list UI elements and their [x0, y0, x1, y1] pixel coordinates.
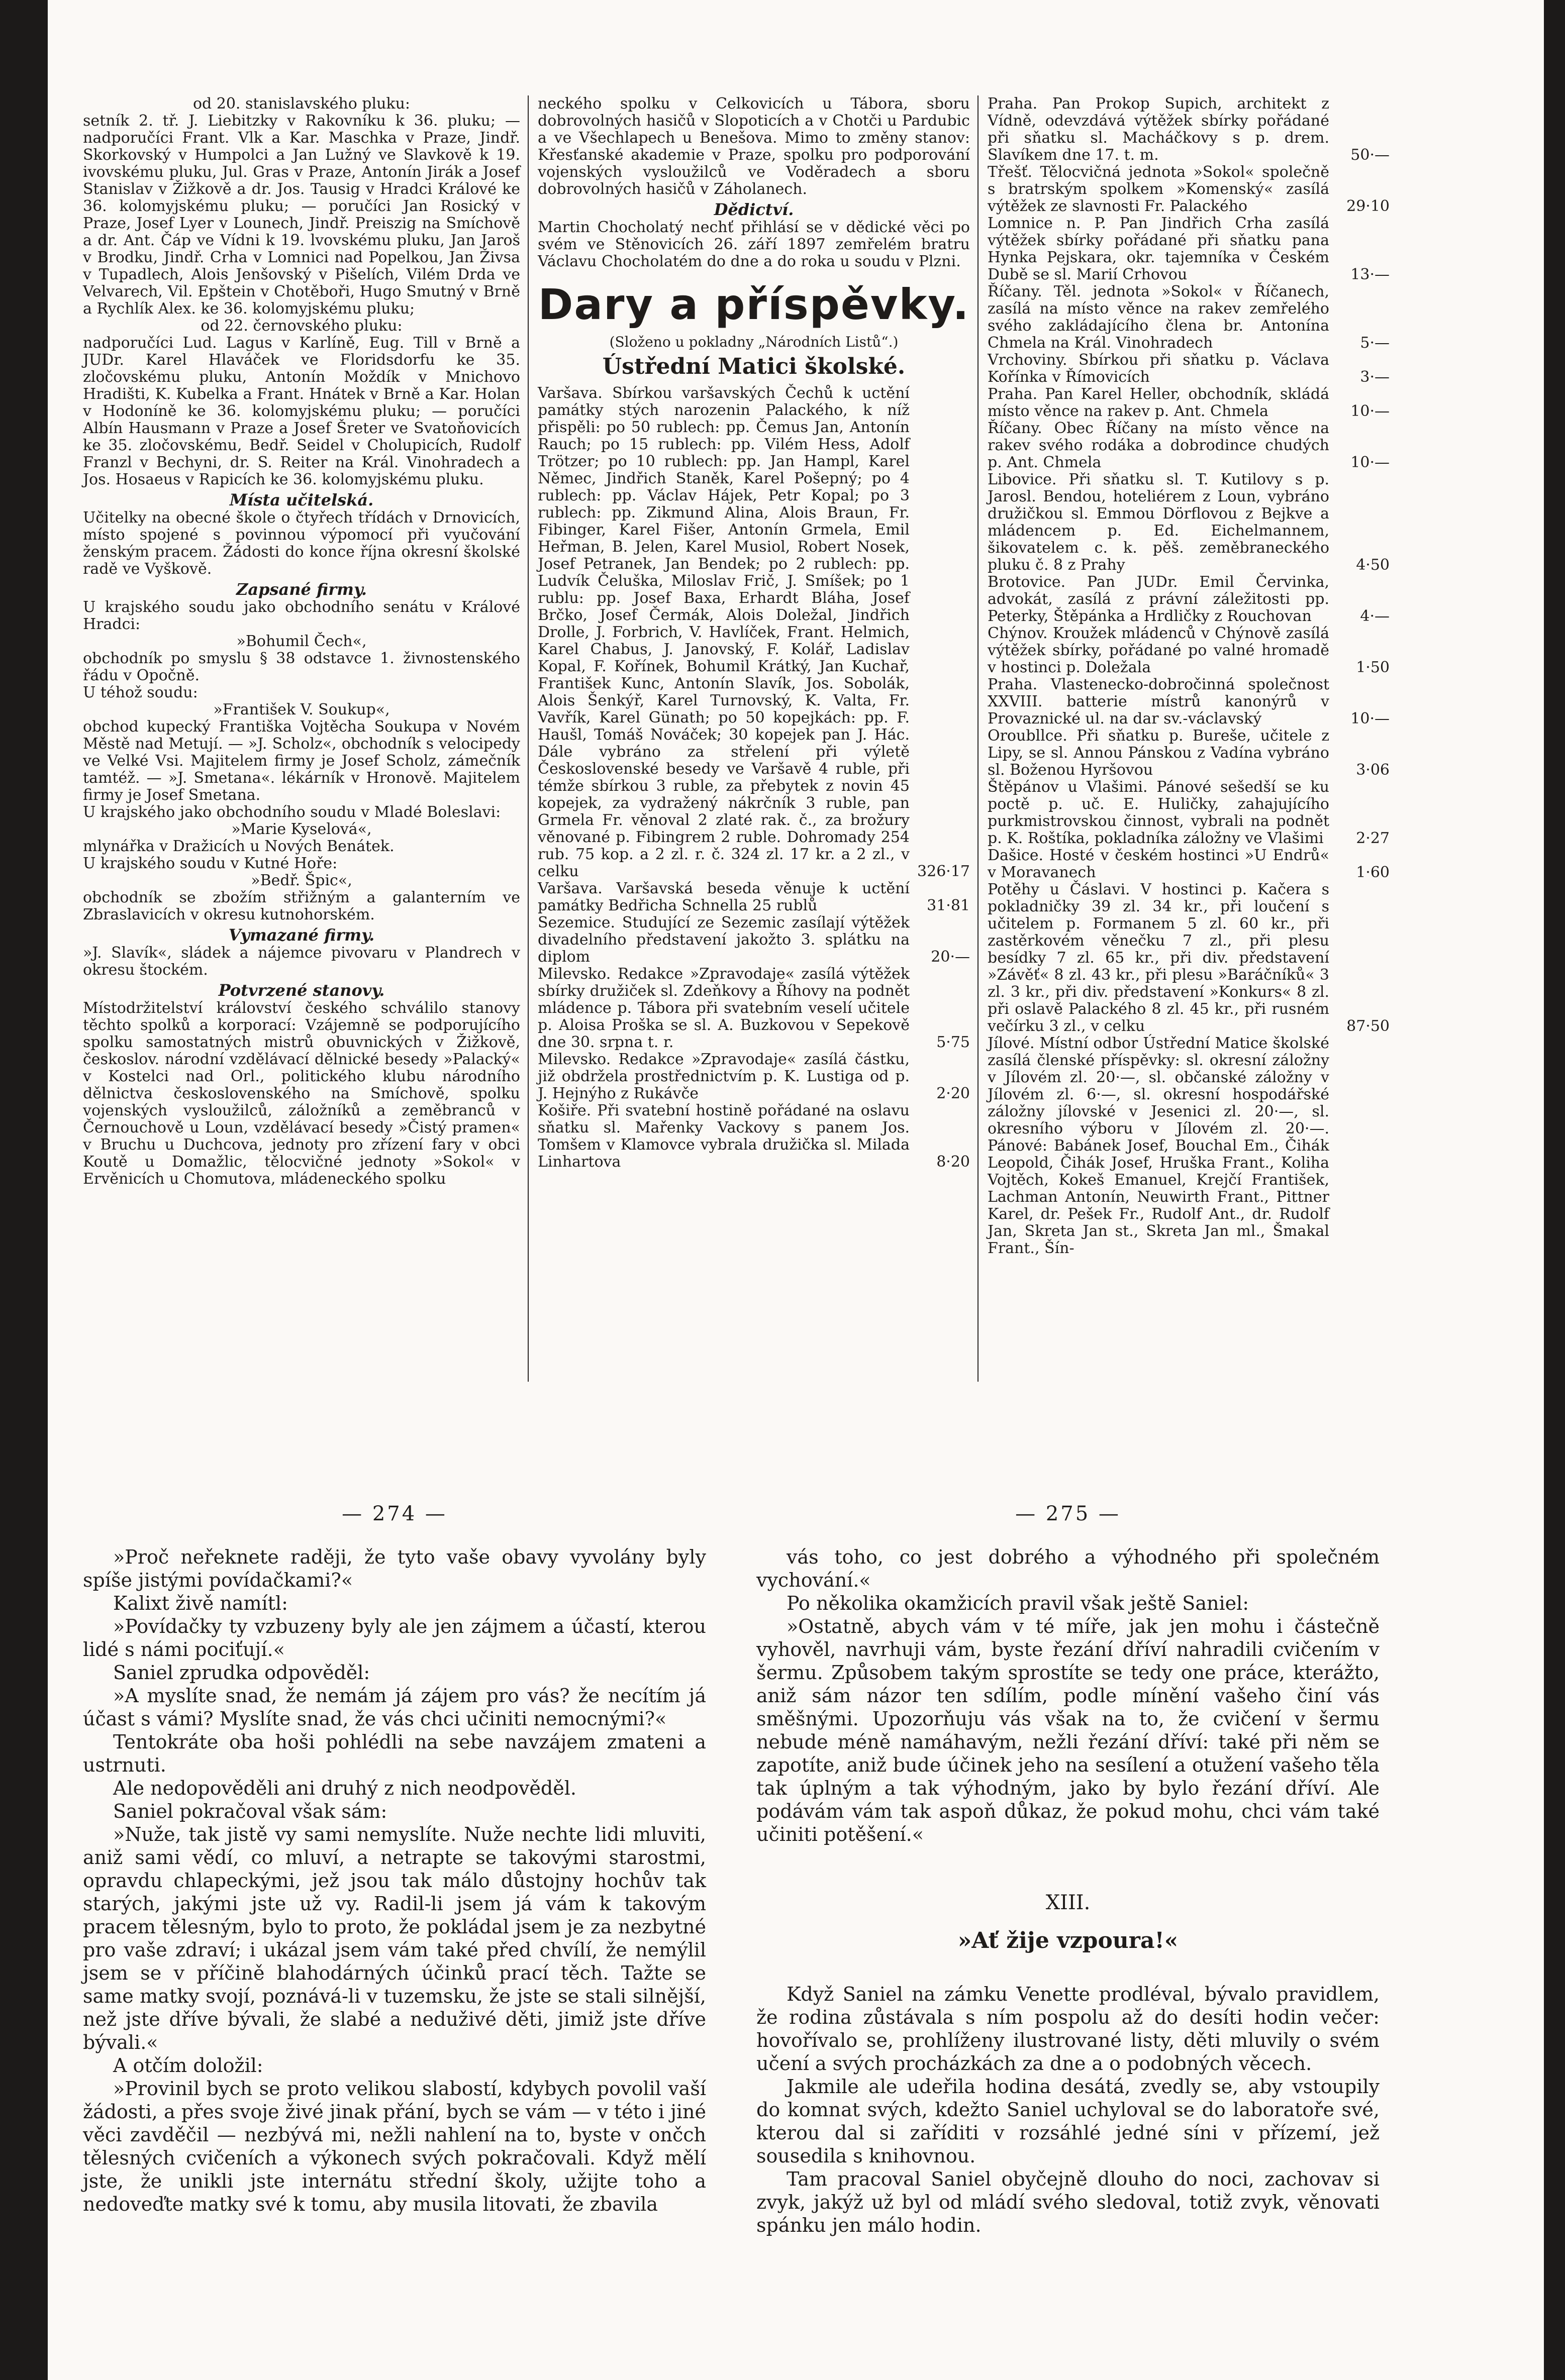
- chapter-title: »Ať žije vzpoura!«: [957, 1928, 1179, 1953]
- paragraph: obchodník se zbožím střižným a galanterním ve Zbraslavicích v okresu kutnohorském.: [83, 889, 520, 923]
- paragraph: »J. Slavík«, sládek a nájemce pivovaru v Plandrech v okresu štockém.: [83, 944, 520, 979]
- donation-amount: 50·—: [1350, 146, 1390, 164]
- donation-entry: [538, 385, 970, 880]
- paragraph: Saniel zprudka odpověděl:: [113, 1662, 370, 1684]
- donation-entry: [988, 95, 1390, 164]
- scan-border-left: [0, 0, 48, 2380]
- donation-entry: [988, 386, 1390, 420]
- paragraph: Ale nedopověděli ani druhý z nich neodpověděl.: [113, 1777, 576, 1799]
- donation-text: Potěhy u Čáslavi. V hostinci p. Kačera s pokladničky 39 zl. 34 kr., při loučení s učitelem p. Formanem 5 zl. 60 kr., při zastěrkovém věnečku 7 zl., při plesu besídky 7 zl. 65 kr., při div. představení »Závěť« 8 zl. 43 kr., při plesu »Baráčníků« 3 zl. 3 kr., při div. představení »Konkurs« 8 zl. při oslavě Palackého 8 zl. 45 kr., při rusném večírku 3 zl., v celku: [988, 881, 1329, 1035]
- donation-entry: [538, 914, 970, 966]
- donation-entry: [538, 880, 970, 914]
- donation-text: Sezemice. Studující ze Sezemic zasílají výtěžek divadelního představení jakožto 3. splátku na diplom: [538, 914, 910, 966]
- donation-amount: 4·—: [1360, 607, 1390, 625]
- paragraph: nadporučíci Lud. Lagus v Karlíně, Eug. Till v Brně a JUDr. Karel Hlaváček ve Floridsdorfu ke 35. zločovskému pluku, Antonín Moždík v Mnichovo Hradišti, K. Kubelka a Frant. Hnátek v Brně a Kar. Holan v Hodoníně ke 36. kolomyjskému pluku; — poručíci Albín Hausmann v Praze a Josef Šreter ve Svatoňovicích ke 35. zločovskému, Bedř. Seidel v Cholupicích, Rudolf Franzl v Bechyni, dr. S. Reiter na Král. Vinohradech a Jos. Hosaeus v Rapicích ke 36. kolomyjskému pluku.: [83, 334, 520, 488]
- donation-entry: [988, 1035, 1390, 1257]
- paragraph: Místodržitelství království českého schválilo stanovy těchto spolků a korporací: Vzájemně se podporujícího spolku samostatných mistrů obuvnických v Žižkově, českoslov. národní vzdělávací dělnické besedy »Palacký« v Kostelci nad Orl., politického klubu národního dělnictva československého na Smíchově, spolku vojenských vysloužilců, záložníků a zeměbranců v Černouchově u Loun, vzdělávací besedy »Čistý pramen« v Bruchu u Duchcova, jednoty pro zřízení fary v obci Koutě u Domažlic, tělocvičné jednoty »Sokol« v Ervěnicích u Chomutova, mládeneckého spolku: [83, 999, 520, 1188]
- donation-amount: 10·—: [1350, 454, 1390, 471]
- paragraph: Martin Chocholatý nechť přihlásí se v dědické věci po svém ve Stěnovicích 26. září 1897 zemřelém bratru Václavu Chocholatém do dne a do roka u soudu v Plzni.: [538, 219, 970, 270]
- paragraph: obchod kupecký Františka Vojtěcha Soukupa v Novém Městě nad Metují. — »J. Scholz«, obchodník s velocipedy ve Velké Vsi. Majitelem firmy je Josef Scholz, zámečník tamtéž. — »J. Smetana«. lékárník v Hronově. Majitelem firmy je Josef Smetana.: [83, 718, 520, 804]
- donation-amount: 1·60: [1356, 864, 1390, 881]
- section-heading: Zapsané firmy.: [236, 580, 367, 599]
- donation-amount: 1·50: [1356, 659, 1390, 676]
- donation-entry: [988, 779, 1390, 847]
- page-275: [756, 1502, 1380, 2237]
- paragraph: obchodník po smyslu § 38 odstavce 1. živnostenského řádu v Opočně.: [83, 650, 520, 684]
- donation-text: Praha. Vlastenecko-dobročinná společnost XXVIII. batterie místrů kanonýrů v Provaznické ul. na dar sv.-václavský: [988, 676, 1329, 728]
- section-heading: Místa učitelská.: [229, 490, 374, 509]
- column-middle: [538, 95, 970, 1171]
- donation-text: Lomnice n. P. Pan Jindřich Crha zasílá výtěžek sbírky pořádané při sňatku pana Hynka Pejskara, okr. tajemníka v Českém Dubě se sl. Marií Crhovou: [988, 215, 1329, 283]
- donation-text: Říčany. Těl. jednota »Sokol« v Říčanech, zasílá na místo věnce na rakev zemřelého svého zakládajícího člena br. Antonína Chmela na Král. Vinohradech: [988, 283, 1329, 352]
- donation-entry: [988, 420, 1390, 471]
- donation-text: Vrchoviny. Sbírkou při sňatku p. Václava Kořínka v Římovicích: [988, 351, 1329, 386]
- paragraph: U krajského jako obchodního soudu v Mladé Boleslavi:: [83, 803, 501, 821]
- donation-amount: 8·20: [936, 1153, 970, 1171]
- section-heading: Vymazané firmy.: [228, 925, 375, 945]
- donation-amount: 29·10: [1346, 197, 1390, 215]
- donation-text: Říčany. Obec Říčany na místo věnce na rakev svého rodáka a dobrodince chudých p. Ant. Chmela: [988, 420, 1329, 471]
- donation-entry: [988, 471, 1390, 574]
- text-line: od 20. stanislavského pluku:: [192, 95, 411, 113]
- paragraph: Tentokráte oba hoši pohlédli na sebe navzájem zmateni a ustrnuti.: [83, 1731, 706, 1776]
- donation-entry: [988, 881, 1390, 1035]
- donation-text: Dašice. Hosté v českém hostinci »U Endrů« v Moravanech: [988, 847, 1329, 881]
- paragraph: A otčím doložil:: [113, 2054, 263, 2077]
- paragraph: mlynářka v Dražicích u Nových Benátek.: [83, 838, 395, 855]
- paragraph: »Provinil bych se proto velikou slabostí, kdybych povolil vaší žádosti, a přes svoje živé jinak přání, bych se vám — v této i jiné věci zavděčil — nezbývá mi, nežli nahlení na to, byste v ončch tělesných cvičeních a výkonech svých pokračovali. Když mělí jste, že unikli jste internátu střední školy, užijte toho a nedoveďte matky své k tomu, aby musila litovati, že zbavila: [83, 2078, 706, 2215]
- section-heading: Potvrzené stanovy.: [218, 981, 385, 1000]
- text-line: od 22. černovského pluku:: [201, 317, 403, 335]
- donations-subheading: Ústřední Matici školské.: [602, 354, 906, 379]
- donation-amount: 10·—: [1350, 710, 1390, 728]
- donation-text: Praha. Pan Karel Heller, obchodník, skládá místo věnce na rakev p. Ant. Chmela: [988, 385, 1329, 420]
- paragraph: Učitelky na obecné škole o čtyřech třídách v Drnovicích, místo spojené s povinnou výpomocí při vyučování ženským pracem. Žádosti do konce října okresní školské radě ve Vyškově.: [83, 509, 520, 578]
- donation-amount: 326·17: [917, 863, 970, 880]
- paragraph: neckého spolku v Celkovicích u Tábora, sboru dobrovolných hasičů v Slopoticích a v Chotči u Pardubic a ve Všechlapech u Benešova. Mimo to změny stanov: Křesťanské akademie v Praze, spolku pro podporování vojenských vysloužilců ve Voděradech a sboru dobrovolných hasičů v Záholanech.: [538, 95, 970, 198]
- donation-text: Praha. Pan Prokop Supich, architekt z Vídně, odevzdává výtěžek sbírky pořádané při sňatku sl. Macháčkovy s p. drem. Slavíkem dne 17. t. m.: [988, 95, 1329, 164]
- firm-name: »Bohumil Čech«,: [236, 633, 367, 650]
- firm-name: »Bedř. Špic«,: [251, 872, 352, 889]
- donation-entry: [988, 847, 1390, 881]
- donation-amount: 87·50: [1346, 1017, 1390, 1035]
- paragraph: setník 2. tř. J. Liebitzky v Rakovníku k 36. pluku; — nadporučíci Frant. Vlk a Kar. Maschka v Praze, Jindř. Skorkovský v Humpolci a Jan Lužný ve Slavkově k 19. ivovskému pluku, Jul. Gras v Praze, Antonín Jirák a Josef Stanislav v Žižkově a dr. Jos. Tausig v Hradci Králové ke 36. kolomyjskému pluku; — poručíci Jan Rosický v Praze, Josef Lyer v Lounech, Jindř. Preiszig na Smíchově a dr. Ant. Čáp ve Vídni k 19. lvovskému pluku, Jan Jaroš v Brodku, Jindř. Crha v Lomnici nad Popelkou, Jan Živsa v Tupadlech, Alois Jenšovský v Pišelích, Vilém Drda ve Velvarech, Vil. Epštein v Chotěboři, Hugo Smutný v Brně a Rychlík Alex. ke 36. kolomyjskému pluku;: [83, 112, 520, 318]
- donation-entry: [988, 676, 1390, 728]
- paragraph: U krajského soudu v Kutné Hoře:: [83, 855, 338, 872]
- donation-entry: [988, 574, 1390, 625]
- column-rule: [528, 95, 529, 1382]
- donation-entry: [988, 164, 1390, 215]
- donation-amount: 13·—: [1350, 266, 1390, 283]
- donations-note: (Složeno u pokladny „Národních Listů“.): [609, 334, 899, 350]
- column-left: [83, 95, 520, 1188]
- paragraph: Kalixt živě namítl:: [113, 1592, 288, 1614]
- paragraph: Saniel pokračoval však sám:: [113, 1800, 387, 1822]
- donation-amount: 5·75: [936, 1033, 970, 1051]
- firm-name: »František V. Soukup«,: [213, 701, 390, 718]
- paragraph: Po několika okamžicích pravil však ještě Saniel:: [787, 1592, 1249, 1614]
- novel-supplement: [83, 1502, 1390, 2331]
- page-number: — 274 —: [342, 1502, 447, 1525]
- paragraph: vás toho, co jest dobrého a výhodného při společném vychování.«: [756, 1546, 1380, 1591]
- paragraph: »Nuže, tak jistě vy sami nemyslíte. Nuže nechte lidi mluviti, aniž sami vědí, co mluví, a netrapte se takovými starostmi, opravdu chlapeckými, jež jsou tak málo důstojny hochův tak starých, jakými jste už vy. Radil-li jsem já vám k takovým pracem tělesným, bylo to proto, že pokládal jsem je za nezbytné pro vaše zdraví; i ukázal jsem vám také před chvílí, že nemýlil jsem se v příčině blahodárných účinků prací těch. Tažte se same matky svojí, poznává-li v tuzemsku, že jste se stali silnější, než jste dříve bývali, že slabé a neduživé děti, jimiž jste dříve bývali.«: [83, 1823, 706, 2053]
- donation-text: Oroubllce. Při sňatku p. Bureše, učitele z Lipy, se sl. Annou Pánskou z Vadína vybráno sl. Boženou Hyršovou: [988, 727, 1329, 779]
- donation-text: Štěpánov u Vlašimi. Pánové sešedší se ku poctě p. uč. E. Huličky, zahajujícího purkmistrovskou činnost, vybrali na podnět p. K. Roštíka, pokladníka záložny ve Vlašimi: [988, 778, 1329, 847]
- donation-entry: [988, 728, 1390, 779]
- paragraph: »A myslíte snad, že nemám já zájem pro vás? že necítím já účast s vámi? Myslíte snad, že vás chci učiniti nemocnými?«: [83, 1685, 706, 1730]
- donation-amount: 20·—: [931, 948, 970, 966]
- paragraph: U téhož soudu:: [83, 684, 198, 701]
- column-right: [988, 95, 1390, 1257]
- paragraph: Tam pracoval Saniel obyčejně dlouho do noci, zachovav si zvyk, jakýž už byl od mládí svého sledoval, totiž zvyk, věnovati spánku jen málo hodin.: [756, 2168, 1380, 2236]
- paragraph: »Ostatně, abych vám v té míře, jak jen mohu i částečně vyhověl, navrhuji vám, byste řezání dříví nahradili cvičením v šermu. Způsobem takým sprostíte se tedy one práce, kterážto, aniž sám názor ten sdílím, podle mínění vašeho činí vás směšnými. Upozorňuju vás však na to, že cvičení v šermu nebude méně namáhavým, nežli řezání dříví: také při něm se zapotíte, aniž bude účinek jeho na sesílení a otužení vašeho těla tak úplným a tak výhodným, jako by bylo řezání dříví. Ale podávám vám tak aspoň důkaz, že pokud mohu, chci vám také učiniti potěšení.«: [756, 1615, 1380, 1845]
- donation-text: Košiře. Při svatební hostině pořádané na oslavu sňatku sl. Mařenky Vackovy s panem Jos. Tomšem v Klamovce vybrala družička sl. Milada Linhartova: [538, 1102, 910, 1171]
- donation-entry: [988, 215, 1390, 283]
- donation-amount: 2·20: [936, 1085, 970, 1102]
- donation-entry: [988, 283, 1390, 352]
- scan-border-right: [1544, 0, 1565, 2380]
- page-274: [83, 1502, 706, 2216]
- donation-amount: 3·—: [1360, 368, 1390, 386]
- column-rule: [977, 95, 979, 1382]
- donations-banner: Dary a příspěvky.: [538, 280, 970, 329]
- paragraph: Jakmile ale udeřila hodina desátá, zvedly se, aby vstoupily do komnat svých, kdežto Saniel uchyloval se do laboratoře své, kterou dal si zaříditi v rozsáhlé jedné síni v přízemí, jež sousedila s knihovnou.: [756, 2076, 1380, 2167]
- donation-text: Jílové. Místní odbor Ústřední Matice školské zasílá členské příspěvky: sl. okresní záložny v Jílovém zl. 20·—, sl. občanské záložny v Jílovém zl. 6·—, sl. okresní hospodářské záložny jílovské v Jesenici zl. 20·—, sl. okresního výboru v Jílovém zl. 20·—. Pánové: Babánek Josef, Bouchal Em., Čihák Leopold, Čihák Josef, Hruška Frant., Koliha Vojtěch, Kokeš Emanuel, Krejčí František, Lachman Antonín, Neuwirth Frant., Pittner Karel, dr. Pešek Fr., Rudolf Ant., dr. Rudolf Jan, Skreta Jan st., Skreta Jan ml., Šmakal Frant., Šín-: [988, 1034, 1329, 1257]
- donation-amount: 4·50: [1356, 556, 1390, 574]
- donation-text: Brotovice. Pan JUDr. Emil Červinka, advokát, zasílá z právní záležitosti pp. Peterky, Štěpánka a Hrdličky z Rouchovan: [988, 573, 1329, 625]
- paragraph: U krajského soudu jako obchodního senátu v Králové Hradci:: [83, 598, 520, 633]
- donation-text: Třešť. Tělocvičná jednota »Sokol« společně s bratrským spolkem »Komenský« zasílá výtěžek ze slavnosti Fr. Palackého: [988, 163, 1329, 215]
- donation-entry: [538, 966, 970, 1051]
- donation-text: Varšava. Varšavská beseda věnuje k uctění památky Bedřicha Schnella 25 rublů: [538, 880, 910, 914]
- paragraph: »Povídačky ty vzbuzeny byly ale jen zájmem a účastí, kterou lidé s námi pociťují.«: [83, 1615, 706, 1661]
- donation-amount: 2·27: [1356, 830, 1390, 847]
- donation-text: Milevsko. Redakce »Zpravodaje« zasílá výtěžek sbírky družiček sl. Zdeňkovy a Říhovy na podnět mládence p. Tábora při svatebním veselí učitele p. Aloisa Proška se sl. A. Buzkovou v Sepekově dne 30. srpna t. r.: [538, 965, 910, 1051]
- donation-entry: [988, 625, 1390, 676]
- donation-text: Milevsko. Redakce »Zpravodaje« zasílá částku, již obdržela prostřednictvím p. K. Lustiga od p. J. Hejnýho z Rukávče: [538, 1051, 910, 1102]
- paragraph: Když Saniel na zámku Venette prodléval, bývalo pravidlem, že rodina zůstávala s ním pospolu až do desíti hodin večer: hovořívalo se, prohlíženy ilustrované listy, děti mluvily o svém učení a svých procházkách za dne a o podobných věcech.: [756, 1983, 1380, 2075]
- donation-entry: [988, 352, 1390, 386]
- donation-amount: 10·—: [1350, 402, 1390, 420]
- donation-entry: [538, 1102, 970, 1171]
- firm-name: »Marie Kyselová«,: [231, 820, 372, 838]
- section-heading: Dědictví.: [714, 200, 794, 219]
- donation-entry: [538, 1051, 970, 1102]
- chapter-number: XIII.: [1045, 1891, 1091, 1914]
- donation-amount: 3·06: [1356, 761, 1390, 779]
- donation-amount: 5·—: [1360, 334, 1390, 352]
- newspaper-columns: [83, 95, 1390, 1382]
- donation-text: Libovice. Při sňatku sl. T. Kutilovy s p. Jarosl. Bendou, hoteliérem z Loun, vybráno družičkou sl. Emmou Dörflovou z Bejkve a mládencem p. Ed. Eichelmannem, šikovatelem c. k. pěš. zeměbraneckého pluku č. 8 z Prahy: [988, 471, 1329, 574]
- donation-text: Chýnov. Kroužek mládenců v Chýnově zasílá výtěžek sbírky, pořádané po valné hromadě v hostinci p. Doležala: [988, 625, 1329, 676]
- page-number: — 275 —: [1015, 1502, 1121, 1525]
- paragraph: »Proč neřeknete raději, že tyto vaše obavy vyvolány byly spíše jistými povídačkami?«: [83, 1546, 706, 1591]
- donation-amount: 31·81: [927, 897, 970, 914]
- donation-text: Varšava. Sbírkou varšavských Čechů k uctění památky stých narozenin Palackého, k níž přispěli: po 50 rublech: pp. Čemus Jan, Antonín Rauch; po 15 rublech: pp. Vilém Hess, Adolf Trötzer; po 10 rublech: pp. Jan Hampl, Karel Němec, Jindřich Staněk, Karel Pošepný; po 4 rublech: pp. Václav Hájek, Petr Kopal; po 3 rublech: pp. Zikmund Alina, Alois Braun, Fr. Fibinger, Karel Fišer, Antonín Grmela, Emil Heřman, B. Jelen, Karel Musiol, Robert Nosek, Josef Petranek, Jan Bendek; po 2 rublech: pp. Ludvík Čeluška, Miloslav Frič, J. Smíšek; po 1 rublu: pp. Josef Baxa, Erhardt Bláha, Josef Brčko, Josef Čermák, Alois Doležal, Jindřich Drolle, J. Forbrich, V. Havlíček, Frant. Helmich, Karel Chabus, J. Janovský, F. Kolář, Ladislav Kopal, F. Kořínek, Bohumil Krátký, Jan Kuchař, František Kunc, Antonín Slavík, Jos. Sobolák, Alois Šenkýř, Karel Turnovský, K. Valta, Fr. Vavřík, Karel Günath; po 50 kopejkách: pp. F. Haušl, Tomáš Nováček; 30 kopejek pan J. Hác. Dále vybráno za střelení při výletě Československé besedy ve Varšavě 4 ruble, při témže sbírkou 3 ruble, za přebytek z novin 45 kopejek, za vydražený nákrčník 3 ruble, pan Grmela Fr. věnoval 2 zlaté rak. č., za brožury věnované p. Fibingrem 2 ruble. Dohromady 254 rub. 75 kop. a 2 zl. r. č. 324 zl. 17 kr. a 2 zl., v celku: [538, 384, 910, 880]
